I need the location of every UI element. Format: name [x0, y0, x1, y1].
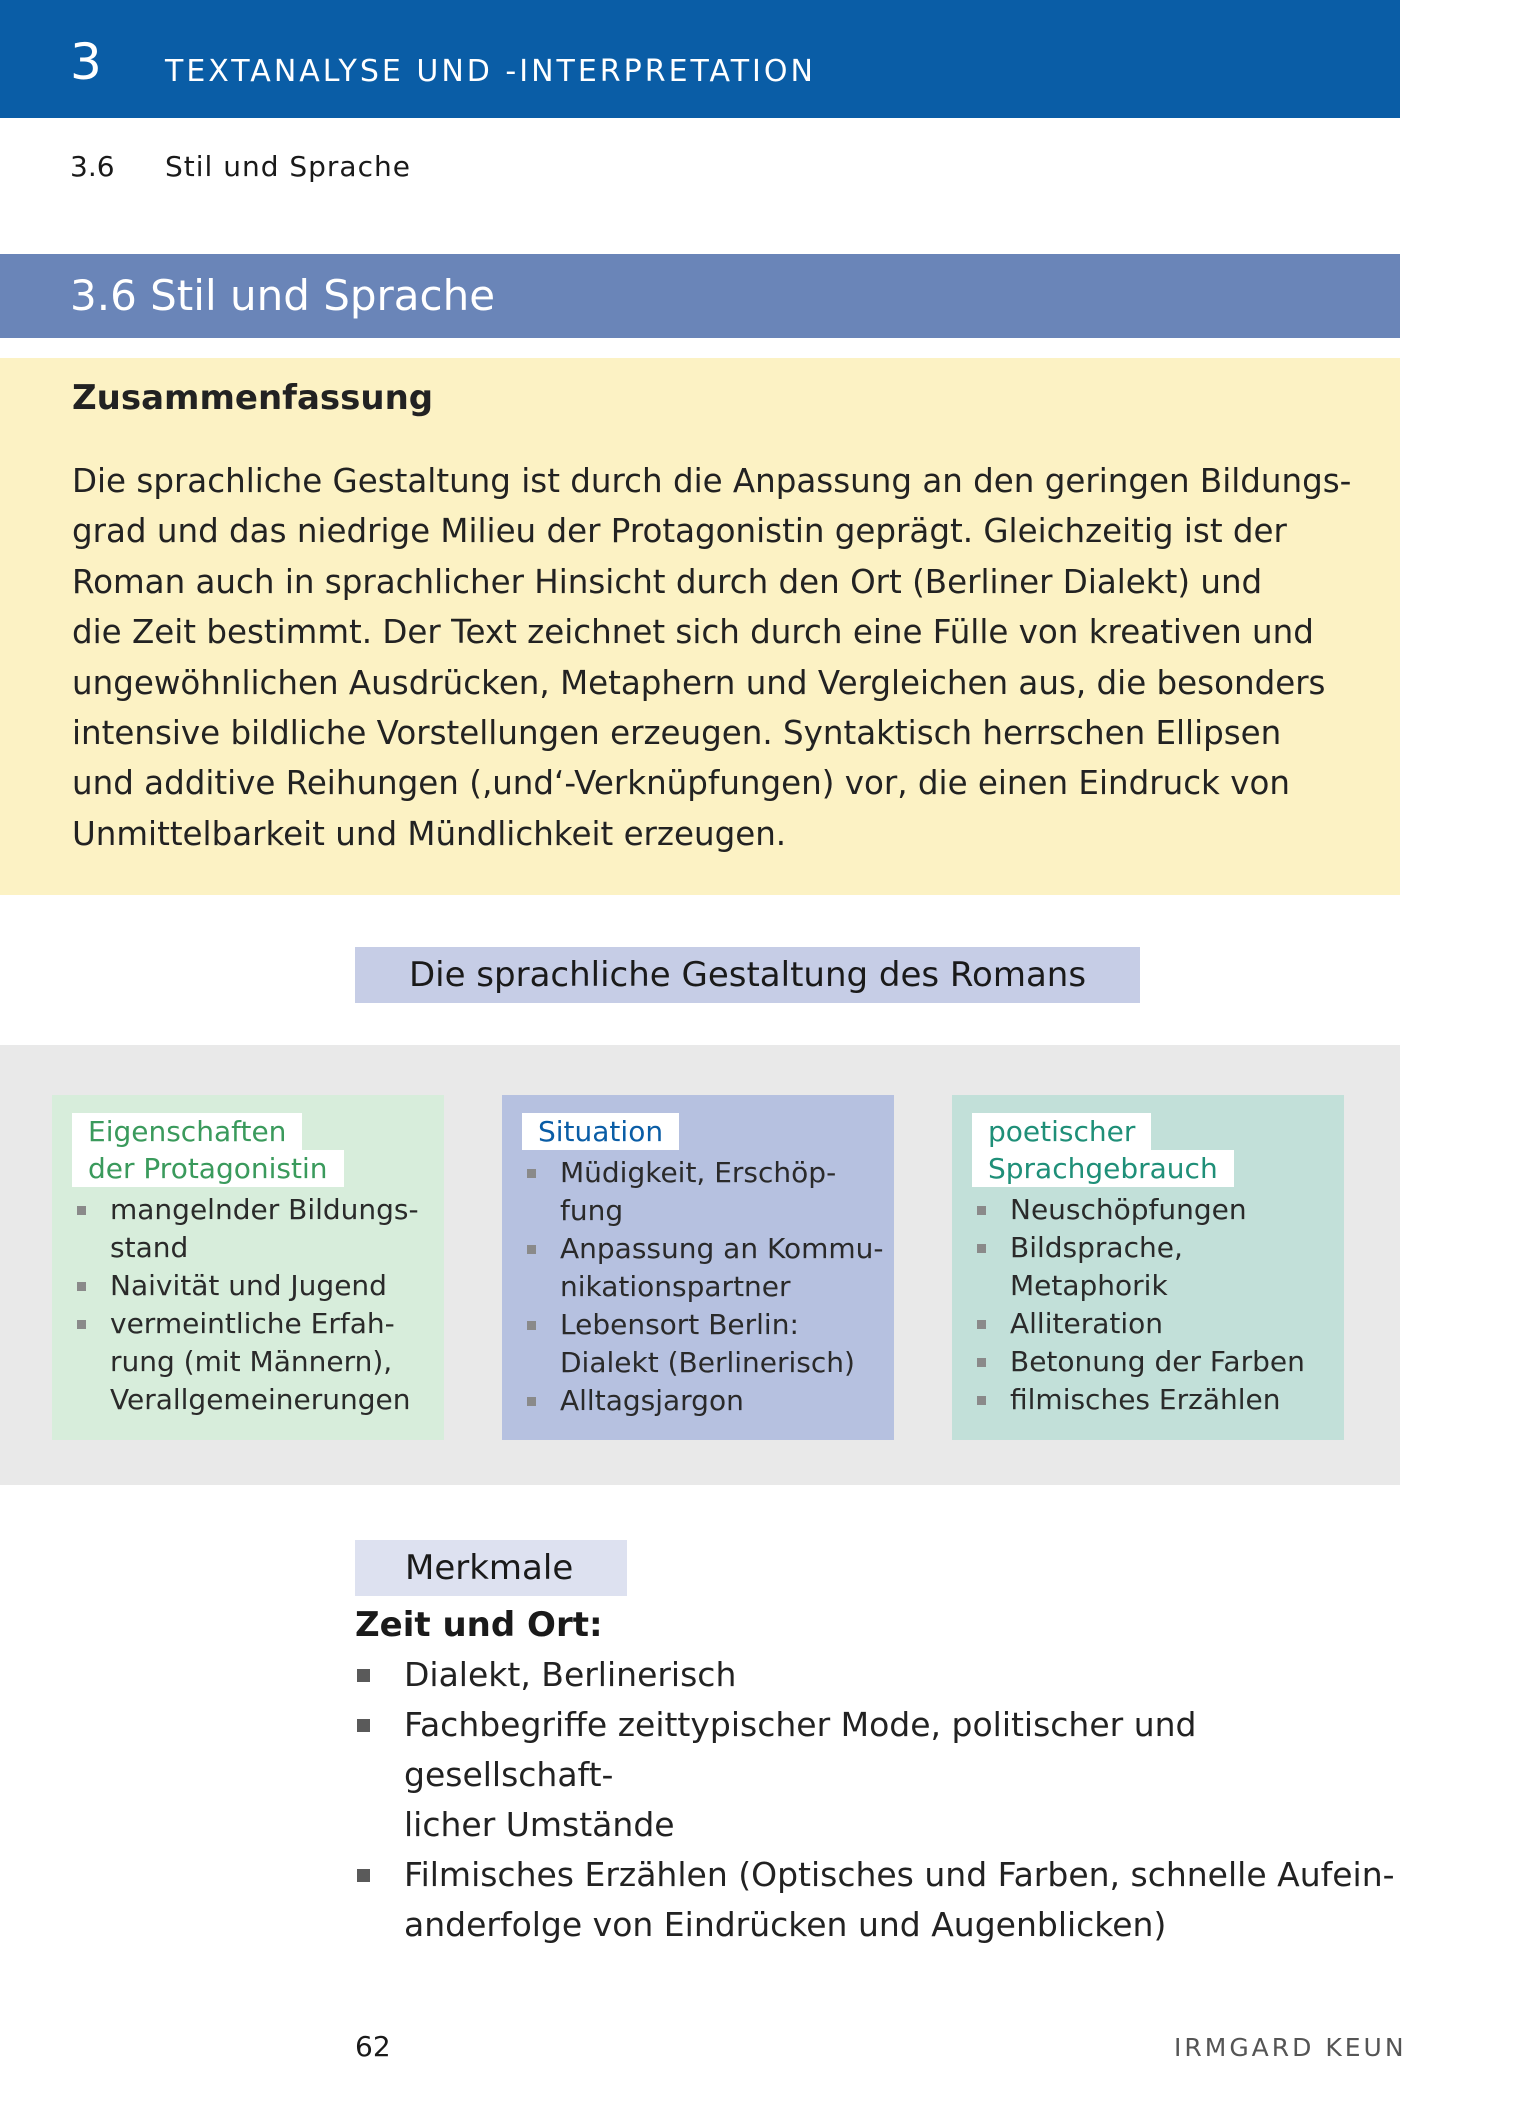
chapter-number: 3 — [70, 33, 102, 91]
list-item-text: Dialekt (Berlinerisch) — [560, 1346, 855, 1379]
summary-line: ungewöhnlichen Ausdrücken, Metaphern und Vergleichen aus, die besonders — [72, 663, 1326, 702]
list-item — [355, 1700, 1415, 1850]
list-item-text: Neuschöpfungen — [1010, 1193, 1247, 1226]
list-item-text: Naivität und Jugend — [110, 1269, 387, 1302]
summary-heading: Zusammenfassung — [72, 378, 434, 418]
list-item — [355, 1850, 1415, 1950]
author-name: IRMGARD KEUN — [1174, 2033, 1407, 2062]
card-situation — [502, 1095, 894, 1440]
list-item-text: Bildsprache, — [1010, 1231, 1183, 1264]
diagram-title-box — [355, 947, 1140, 1003]
list-item — [952, 1343, 1334, 1381]
subheader-title: Stil und Sprache — [165, 150, 411, 183]
list-item-text: Lebensort Berlin: — [560, 1308, 799, 1341]
list-item-text: Alliteration — [1010, 1307, 1164, 1340]
card-protagonist-traits — [52, 1095, 444, 1440]
list-item-text: nikationspartner — [560, 1270, 791, 1303]
summary-line: Die sprachliche Gestaltung ist durch die Anpassung an den geringen Bildungs- — [72, 462, 1352, 500]
list-item-text: stand — [110, 1231, 189, 1264]
merkmale-label-box — [355, 1540, 627, 1596]
card-label: Situation — [522, 1113, 679, 1150]
list-item — [502, 1154, 884, 1230]
summary-line: Unmittelbarkeit und Mündlichkeit erzeugen. — [72, 814, 787, 853]
list-item-text: anderfolge von Eindrücken und Augenblicken) — [404, 1905, 1167, 1944]
list-item-text: Filmisches Erzählen (Optisches und Farben, schnelle Aufein- — [404, 1855, 1395, 1894]
summary-line: grad und das niedrige Milieu der Protagonistin geprägt. Gleichzeitig ist der — [72, 512, 1287, 551]
summary-line: intensive bildliche Vorstellungen erzeugen. Syntaktisch herrschen Ellipsen — [72, 714, 1282, 753]
list-item-text: vermeintliche Erfah- — [110, 1307, 395, 1340]
subheader-number: 3.6 — [70, 150, 115, 183]
summary-line: die Zeit bestimmt. Der Text zeichnet sich durch eine Fülle von kreativen und — [72, 613, 1314, 652]
merkmale-label: Merkmale — [405, 1548, 574, 1588]
merkmale-heading: Zeit und Ort: — [355, 1605, 603, 1645]
card-list — [502, 1154, 884, 1420]
card-list — [52, 1191, 434, 1419]
card-label: poetischer — [972, 1113, 1151, 1150]
list-item — [952, 1305, 1334, 1343]
list-item — [502, 1382, 884, 1420]
card-label: Sprachgebrauch — [972, 1150, 1234, 1187]
list-item-text: Dialekt, Berlinerisch — [404, 1655, 737, 1694]
diagram-title: Die sprachliche Gestaltung des Romans — [408, 955, 1087, 995]
list-item — [52, 1267, 434, 1305]
list-item-text: filmisches Erzählen — [1010, 1383, 1281, 1416]
list-item — [502, 1230, 884, 1306]
list-item — [952, 1381, 1334, 1419]
list-item — [52, 1305, 434, 1419]
list-item-text: Verallgemeinerungen — [110, 1383, 411, 1416]
section-title-bar — [0, 254, 1400, 338]
chapter-title: TEXTANALYSE UND -INTERPRETATION — [165, 54, 816, 89]
merkmale-list — [355, 1650, 1415, 1950]
list-item-text: mangelnder Bildungs- — [110, 1193, 419, 1226]
page-number: 62 — [355, 2030, 391, 2063]
list-item-text: Müdigkeit, Erschöp- — [560, 1156, 837, 1189]
list-item — [52, 1191, 434, 1267]
summary-text — [72, 456, 1392, 859]
summary-box — [0, 358, 1400, 895]
list-item-text: fung — [560, 1194, 624, 1227]
card-list — [952, 1191, 1334, 1419]
list-item-text: Metaphorik — [1010, 1269, 1168, 1302]
summary-line: und additive Reihungen (‚und‘-Verknüpfungen) vor, die einen Eindruck von — [72, 764, 1290, 803]
card-poetic-language — [952, 1095, 1344, 1440]
list-item-text: Fachbegriffe zeittypischer Mode, politischer und gesellschaft- — [404, 1705, 1197, 1794]
list-item — [952, 1191, 1334, 1229]
card-label: der Protagonistin — [72, 1150, 344, 1187]
list-item-text: Alltagsjargon — [560, 1384, 744, 1417]
list-item — [355, 1650, 1415, 1700]
summary-line: Roman auch in sprachlicher Hinsicht durch den Ort (Berliner Dialekt) und — [72, 562, 1263, 601]
section-title: 3.6 Stil und Sprache — [70, 271, 496, 320]
list-item — [952, 1229, 1334, 1305]
list-item-text: Betonung der Farben — [1010, 1345, 1305, 1378]
list-item — [502, 1306, 884, 1382]
chapter-header-bar — [0, 0, 1400, 118]
list-item-text: rung (mit Männern), — [110, 1345, 393, 1378]
list-item-text: Anpassung an Kommu- — [560, 1232, 884, 1265]
card-label: Eigenschaften — [72, 1113, 302, 1150]
list-item-text: licher Umstände — [404, 1805, 675, 1844]
